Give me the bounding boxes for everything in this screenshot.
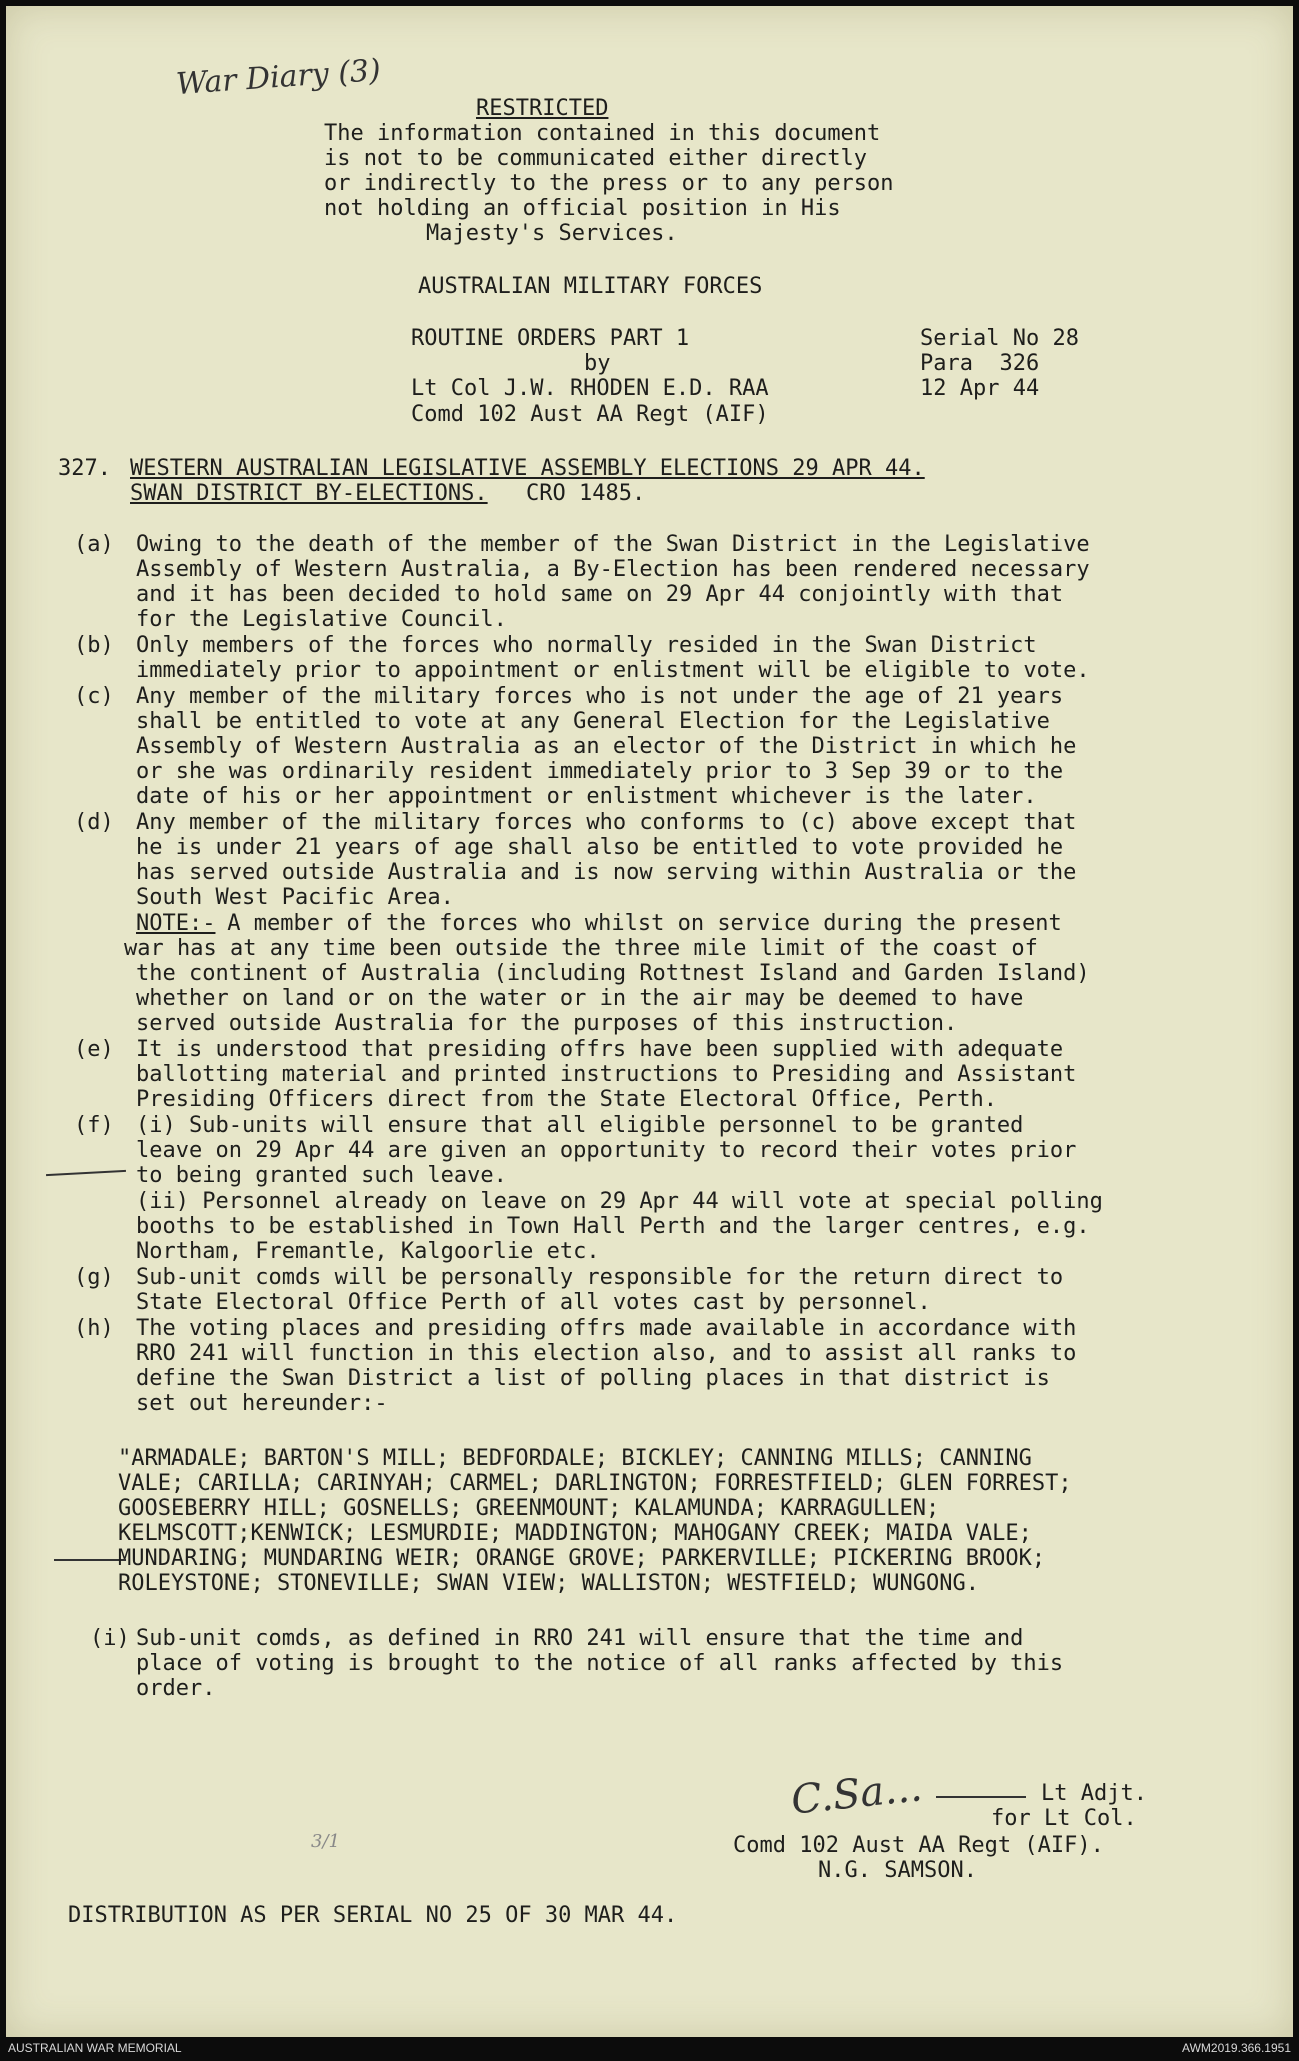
signatory-name: N.G. SAMSON. xyxy=(818,1858,977,1883)
order-title-line1: WESTERN AUSTRALIAN LEGISLATIVE ASSEMBLY ELECTIONS 29 APR 44. xyxy=(130,456,925,481)
for-lt-col: for Lt Col. xyxy=(991,1806,1137,1831)
ink-mark: 3/1 xyxy=(311,1831,340,1852)
para-label-d: (d) xyxy=(74,810,114,835)
margin-pencil-mark xyxy=(54,1559,126,1561)
para-line: leave on 29 Apr 44 are given an opportunity to record their votes prior xyxy=(136,1138,1077,1163)
para-line: has served outside Australia and is now serving within Australia or the xyxy=(136,860,1077,885)
para-line: Owing to the death of the member of the Swan District in the Legislative xyxy=(136,532,1090,557)
para-line: Any member of the military forces who conforms to (c) above except that xyxy=(136,810,1077,835)
para-label-i: (i) xyxy=(90,1626,130,1651)
para-line: place of voting is brought to the notice of all ranks affected by this xyxy=(136,1651,1064,1676)
restriction-line: not holding an official position in His xyxy=(324,196,841,221)
signature-unit: Comd 102 Aust AA Regt (AIF). xyxy=(733,1833,1104,1858)
para-line: date of his or her appointment or enlistment whichever is the later. xyxy=(136,784,1037,809)
para-line: define the Swan District a list of polling places in that district is xyxy=(136,1366,1050,1391)
para-line: It is understood that presiding offrs have been supplied with adequate xyxy=(136,1037,1064,1062)
order-title-line2: SWAN DISTRICT BY-ELECTIONS. xyxy=(130,481,488,506)
by-line: by xyxy=(584,351,611,376)
para-line: Assembly of Western Australia as an elector of the District in which he xyxy=(136,734,1077,759)
handwritten-war-diary: War Diary (3) xyxy=(175,52,382,103)
para-line: set out hereunder:- xyxy=(136,1391,388,1416)
para-line: Sub-unit comds will be personally responsible for the return direct to xyxy=(136,1265,1064,1290)
para-label-a: (a) xyxy=(74,532,114,557)
routine-orders-title: ROUTINE ORDERS PART 1 xyxy=(411,326,690,351)
note-line: war has at any time been outside the three mile limit of the coast of xyxy=(124,936,1038,961)
para-line: shall be entitled to vote at any General Election for the Legislative xyxy=(136,709,1050,734)
para-number: Para 326 xyxy=(920,351,1040,376)
footer-accession: AWM2019.366.1951 xyxy=(1182,2041,1291,2055)
para-label-c: (c) xyxy=(74,684,114,709)
order-date: 12 Apr 44 xyxy=(920,376,1040,401)
archive-footer xyxy=(0,2037,1299,2061)
restriction-line: is not to be communicated either directly xyxy=(324,146,868,171)
para-line: The voting places and presiding offrs made available in accordance with xyxy=(136,1316,1077,1341)
force-heading: AUSTRALIAN MILITARY FORCES xyxy=(418,274,763,299)
polling-line: KELMSCOTT;KENWICK; LESMURDIE; MADDINGTON; MAHOGANY CREEK; MAIDA VALE; xyxy=(118,1521,1032,1546)
restriction-line: Majesty's Services. xyxy=(426,221,678,246)
para-label-f: (f) xyxy=(74,1113,114,1138)
para-line: and it has been decided to hold same on 29 Apr 44 conjointly with that xyxy=(136,582,1064,607)
para-label-h: (h) xyxy=(74,1316,114,1341)
polling-line: "ARMADALE; BARTON'S MILL; BEDFORDALE; BICKLEY; CANNING MILLS; CANNING xyxy=(118,1446,1032,1471)
para-line: Northam, Fremantle, Kalgoorlie etc. xyxy=(136,1239,600,1264)
para-line: (i) Sub-units will ensure that all eligible personnel to be granted xyxy=(136,1113,1024,1138)
polling-line: ROLEYSTONE; STONEVILLE; SWAN VIEW; WALLISTON; WESTFIELD; WUNGONG. xyxy=(118,1571,979,1596)
para-line: Assembly of Western Australia, a By-Election has been rendered necessary xyxy=(136,557,1090,582)
polling-line: GOOSEBERRY HILL; GOSNELLS; GREENMOUNT; KALAMUNDA; KARRAGULLEN; xyxy=(118,1496,940,1521)
para-line: ballotting material and printed instructions to Presiding and Assistant xyxy=(136,1062,1077,1087)
footer-source: AUSTRALIAN WAR MEMORIAL xyxy=(8,2041,182,2055)
restricted-heading: RESTRICTED xyxy=(476,96,609,121)
para-line: Any member of the military forces who is not under the age of 21 years xyxy=(136,684,1064,709)
unit-line: Comd 102 Aust AA Regt (AIF) xyxy=(411,402,769,427)
document-page xyxy=(6,6,1293,2037)
distribution-line: DISTRIBUTION AS PER SERIAL NO 25 OF 30 MAR 44. xyxy=(68,1903,678,1928)
order-reference: CRO 1485. xyxy=(526,481,646,506)
note-line: the continent of Australia (including Rottnest Island and Garden Island) xyxy=(136,961,1090,986)
para-line: (ii) Personnel already on leave on 29 Apr 44 will vote at special polling xyxy=(136,1189,1103,1214)
para-label-e: (e) xyxy=(74,1037,114,1062)
para-line: for the Legislative Council. xyxy=(136,607,507,632)
polling-line: MUNDARING; MUNDARING WEIR; ORANGE GROVE; PARKERVILLE; PICKERING BROOK; xyxy=(118,1546,1046,1571)
margin-pencil-mark xyxy=(46,1170,126,1176)
serial-number: Serial No 28 xyxy=(920,326,1079,351)
para-line: order. xyxy=(136,1676,216,1701)
para-line: booths to be established in Town Hall Perth and the larger centres, e.g. xyxy=(136,1214,1090,1239)
note-line: whether on land or on the water or in the air may be deemed to have xyxy=(136,986,1024,1011)
para-line: South West Pacific Area. xyxy=(136,885,454,910)
para-line: Presiding Officers direct from the State Electoral Office, Perth. xyxy=(136,1087,997,1112)
para-line: to being granted such leave. xyxy=(136,1163,507,1188)
signature: C.Sa... xyxy=(788,1764,925,1824)
para-line: Sub-unit comds, as defined in RRO 241 will ensure that the time and xyxy=(136,1626,1024,1651)
note-line: served outside Australia for the purposes of this instruction. xyxy=(136,1011,958,1036)
note-line: A member of the forces who whilst on service during the present xyxy=(214,911,1062,936)
signature-line xyxy=(936,1796,1026,1798)
officer-line: Lt Col J.W. RHODEN E.D. RAA xyxy=(411,376,769,401)
polling-line: VALE; CARILLA; CARINYAH; CARMEL; DARLINGTON; FORRESTFIELD; GLEN FORREST; xyxy=(118,1471,1072,1496)
para-line: or she was ordinarily resident immediately prior to 3 Sep 39 or to the xyxy=(136,759,1064,784)
para-line: State Electoral Office Perth of all votes cast by personnel. xyxy=(136,1290,931,1315)
para-line: RRO 241 will function in this election also, and to assist all ranks to xyxy=(136,1341,1077,1366)
restriction-line: The information contained in this document xyxy=(324,121,881,146)
restriction-line: or indirectly to the press or to any person xyxy=(324,171,894,196)
order-number: 327. xyxy=(58,456,111,481)
lt-adjt: Lt Adjt. xyxy=(1041,1781,1147,1806)
para-line: he is under 21 years of age shall also be entitled to vote provided he xyxy=(136,835,1064,860)
para-line: immediately prior to appointment or enlistment will be eligible to vote. xyxy=(136,658,1090,683)
para-label-g: (g) xyxy=(74,1265,114,1290)
note-label: NOTE:- xyxy=(136,911,216,936)
para-label-b: (b) xyxy=(74,633,114,658)
para-line: Only members of the forces who normally resided in the Swan District xyxy=(136,633,1037,658)
